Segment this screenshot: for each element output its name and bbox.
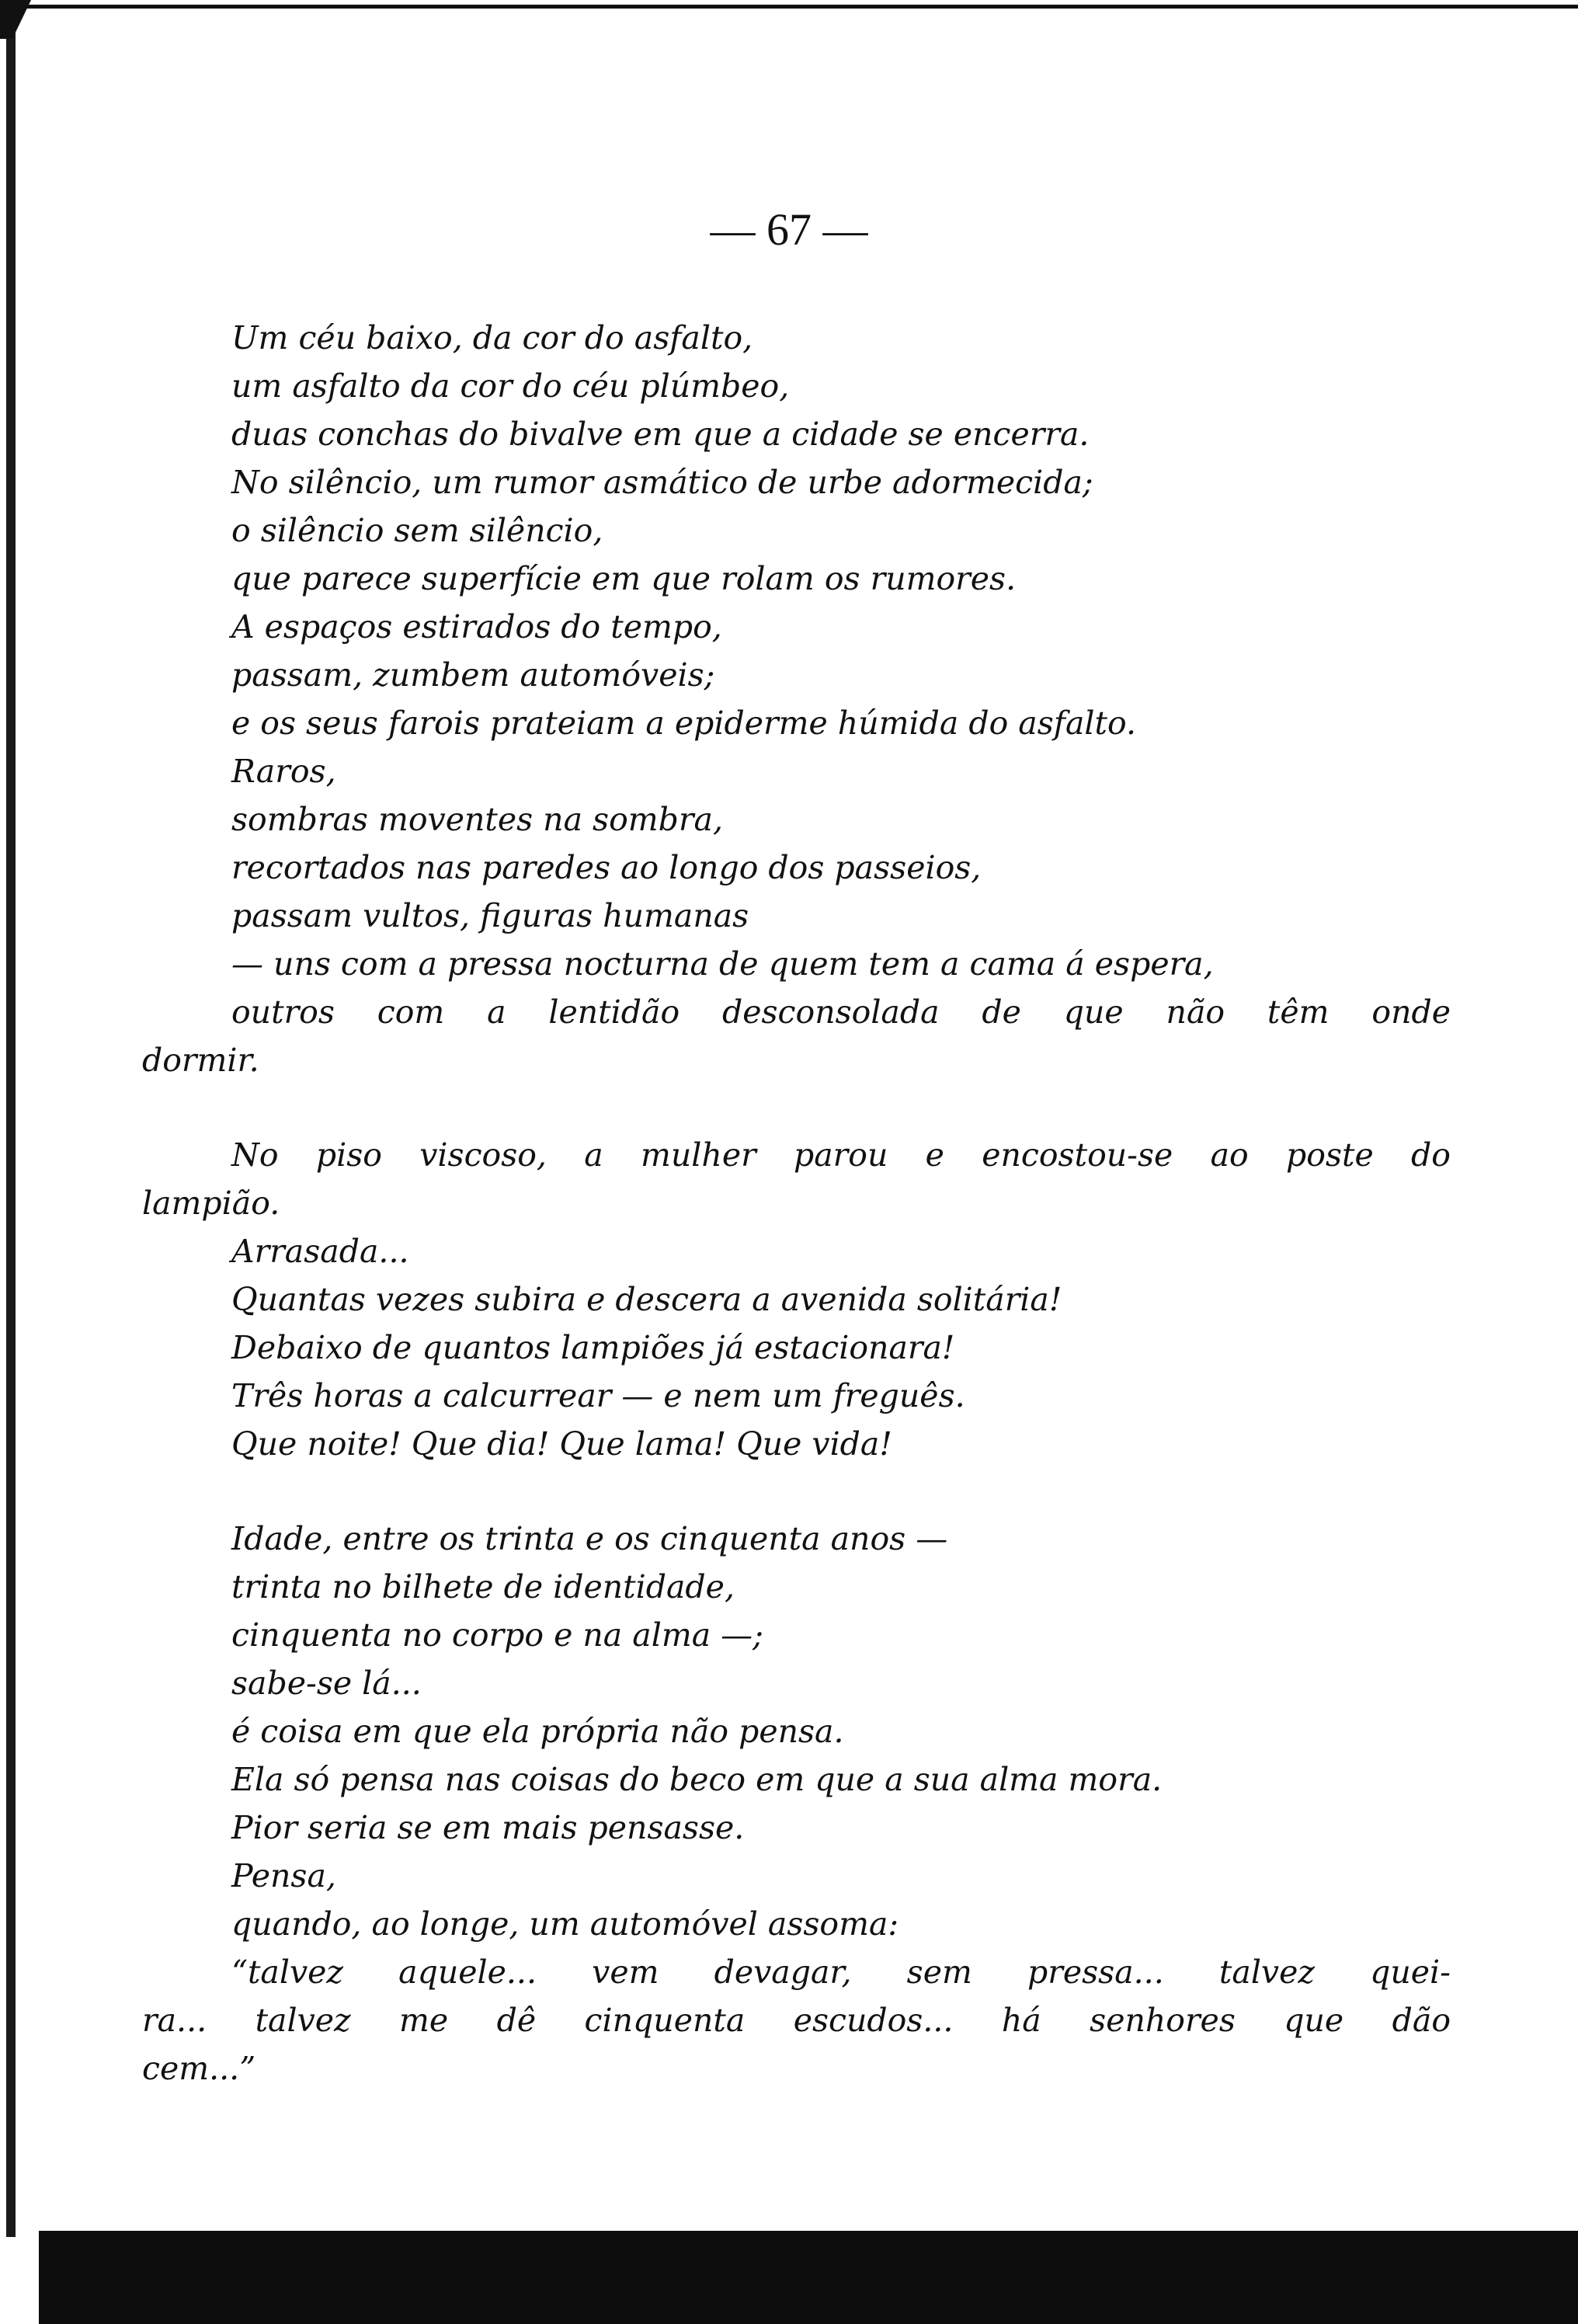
text-line: outros com a lentidão desconsolada de que não têm onde xyxy=(231,993,1451,1031)
top-border-rule xyxy=(0,5,1578,9)
page-left-edge xyxy=(6,8,16,2237)
text-line: é coisa em que ela própria não pensa. xyxy=(231,1713,844,1750)
text-line: Arrasada... xyxy=(231,1233,409,1270)
text-line: Pensa, xyxy=(231,1857,336,1894)
text-line: cinquenta no corpo e na alma —; xyxy=(231,1616,763,1654)
text-line: passam, zumbem automóveis; xyxy=(231,656,715,694)
text-line: Que noite! Que dia! Que lama! Que vida! xyxy=(231,1425,892,1463)
text-line: sabe-se lá... xyxy=(231,1665,422,1702)
text-line: No silêncio, um rumor asmático de urbe adormecida; xyxy=(231,464,1093,501)
text-line: o silêncio sem silêncio, xyxy=(231,512,603,549)
text-line: Quantas vezes subira e descera a avenida solitária! xyxy=(231,1281,1062,1318)
text-line: Três horas a calcurrear — e nem um freguês. xyxy=(231,1377,965,1414)
text-line: Ela só pensa nas coisas do beco em que a sua alma mora. xyxy=(231,1761,1163,1798)
text-line: Um céu baixo, da cor do asfalto, xyxy=(231,319,753,357)
bottom-scan-border xyxy=(39,2231,1578,2324)
text-line: que parece superfície em que rolam os rumores. xyxy=(231,560,1017,597)
text-line: — uns com a pressa nocturna de quem tem a cama á espera, xyxy=(231,945,1214,983)
page-number: — 67 — xyxy=(710,204,868,255)
poem-body xyxy=(142,314,1451,2093)
text-line: passam vultos, figuras humanas xyxy=(231,897,749,934)
text-line: duas conchas do bivalve em que a cidade se encerra. xyxy=(231,416,1090,453)
text-line: Pior seria se em mais pensasse. xyxy=(231,1809,745,1846)
text-line: A espaços estirados do tempo, xyxy=(231,608,722,645)
stanza-gap xyxy=(231,1084,1451,1131)
text-line: e os seus farois prateiam a epiderme húmida do asfalto. xyxy=(231,705,1136,742)
text-line: cem...” xyxy=(142,2050,256,2087)
text-line: dormir. xyxy=(142,1042,259,1079)
text-line: quando, ao longe, um automóvel assoma: xyxy=(231,1905,899,1943)
text-line: um asfalto da cor do céu plúmbeo, xyxy=(231,367,790,405)
text-line: Idade, entre os trinta e os cinquenta anos — xyxy=(231,1520,948,1557)
stanza-gap xyxy=(231,1468,1451,1515)
text-line: trinta no bilhete de identidade, xyxy=(231,1568,735,1606)
text-line: “talvez aquele... vem devagar, sem pressa... talvez quei- xyxy=(231,1953,1451,1991)
text-line: lampião. xyxy=(142,1185,280,1222)
text-line: ra... talvez me dê cinquenta escudos... há senhores que dão xyxy=(142,2002,1451,2039)
text-line: sombras moventes na sombra, xyxy=(231,801,723,838)
text-line: No piso viscoso, a mulher parou e encostou-se ao poste do xyxy=(231,1136,1451,1174)
text-line: Raros, xyxy=(231,753,336,790)
text-line: Debaixo de quantos lampiões já estacionara! xyxy=(231,1329,955,1366)
text-line: recortados nas paredes ao longo dos passeios, xyxy=(231,849,982,886)
page-corner-mark xyxy=(0,0,31,39)
